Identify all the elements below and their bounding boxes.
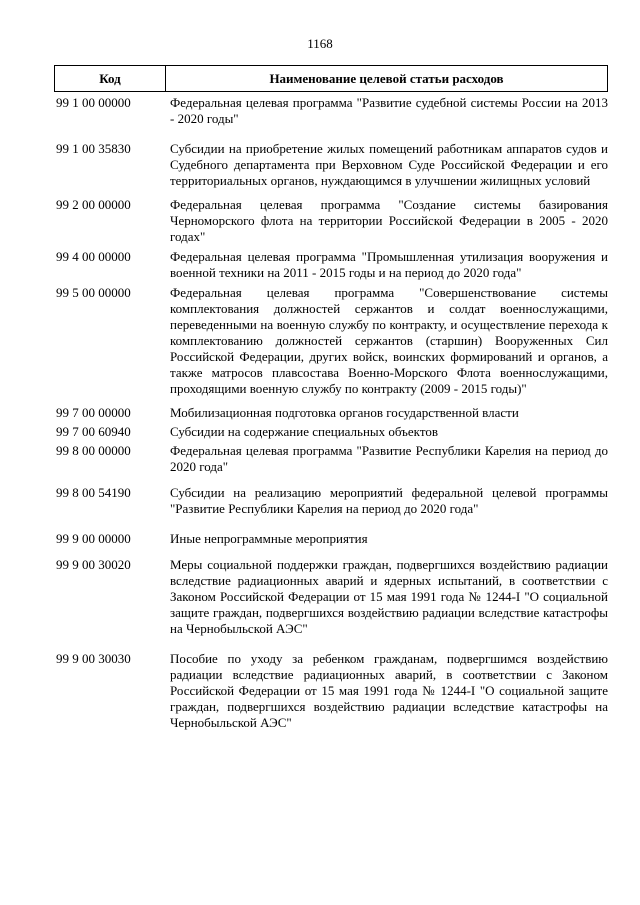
row-code: 99 7 00 60940 — [56, 424, 131, 439]
row-code: 99 8 00 00000 — [56, 443, 131, 458]
row-code: 99 7 00 00000 — [56, 405, 131, 420]
row-name: Субсидии на реализацию мероприятий федеральной целевой программы "Развитие Республики Карелия на период до 2020 года" — [170, 485, 608, 516]
row-name: Мобилизационная подготовка органов государственной власти — [170, 405, 519, 420]
table-row — [54, 285, 608, 397]
row-code: 99 4 00 00000 — [56, 249, 131, 264]
row-code: 99 9 00 30030 — [56, 651, 131, 666]
row-name: Субсидии на содержание специальных объектов — [170, 424, 438, 439]
table-row — [54, 443, 608, 475]
header-name: Наименование целевой статьи расходов — [269, 71, 504, 86]
row-name: Меры социальной поддержки граждан, подвергшихся воздействию радиации вследствие радиационных аварий и ядерных испытаний, в соответствии с Законом Российской Федерации от 15 мая 1991 года № 1244-I "О социальной защите граждан, подвергшихся воздействию радиации вследствие катастрофы на Чернобыльской АЭС" — [170, 557, 608, 636]
table-row — [54, 141, 608, 189]
table-row — [54, 249, 608, 281]
row-code: 99 1 00 00000 — [56, 95, 131, 110]
row-name: Иные непрограммные мероприятия — [170, 531, 368, 546]
row-code: 99 8 00 54190 — [56, 485, 131, 500]
table-row — [54, 557, 608, 637]
row-name: Субсидии на приобретение жилых помещений работникам аппаратов судов и Судебного департамента при Верховном Суде Российской Федерации и его территориальных органов, нуждающимся в улучшении жилищных условий — [170, 141, 608, 188]
table-row — [54, 197, 608, 245]
row-name: Федеральная целевая программа "Создание системы базирования Черноморского флота на территории Российской Федерации в 2005 - 2020 годах" — [170, 197, 608, 244]
header-code: Код — [55, 66, 166, 91]
table-header — [54, 65, 608, 92]
row-code: 99 9 00 00000 — [56, 531, 131, 546]
row-name: Федеральная целевая программа "Промышленная утилизация вооружения и военной техники на 2011 - 2015 годы и на период до 2020 года" — [170, 249, 608, 280]
table-row — [54, 424, 608, 440]
page-number: 1168 — [307, 36, 333, 51]
table-body — [54, 95, 608, 731]
table-row — [54, 531, 608, 547]
row-code: 99 1 00 35830 — [56, 141, 131, 156]
row-code: 99 9 00 30020 — [56, 557, 131, 572]
table-row — [54, 651, 608, 731]
row-name: Федеральная целевая программа "Развитие судебной системы России на 2013 - 2020 годы" — [170, 95, 608, 126]
table-row — [54, 405, 608, 421]
budget-codes-table — [54, 65, 608, 731]
table-row — [54, 95, 608, 127]
row-code: 99 5 00 00000 — [56, 285, 131, 300]
row-code: 99 2 00 00000 — [56, 197, 131, 212]
row-name: Федеральная целевая программа "Совершенствование системы комплектования должностей сержантов и солдат военнослужащими, переведенными на военную службу по контракту, и осуществление перехода к комплектованию должностей сержантов (старшин) Вооруженных Сил Российской Федерации, других войск, воинских формирований и органов, а также матросов плавсостава Военно-Морского Флота военнослужащими, проходящими военную службу по контракту (2009 - 2015 годы)" — [170, 285, 608, 396]
row-name: Федеральная целевая программа "Развитие Республики Карелия на период до 2020 года" — [170, 443, 608, 474]
row-name: Пособие по уходу за ребенком гражданам, подвергшимся воздействию радиации вследствие радиационных аварий, в соответствии с Законом Российской Федерации от 15 мая 1991 года № 1244-I "О социальной защите граждан, подвергшихся воздействию радиации вследствие катастрофы на Чернобыльской АЭС" — [170, 651, 608, 730]
table-row — [54, 485, 608, 517]
